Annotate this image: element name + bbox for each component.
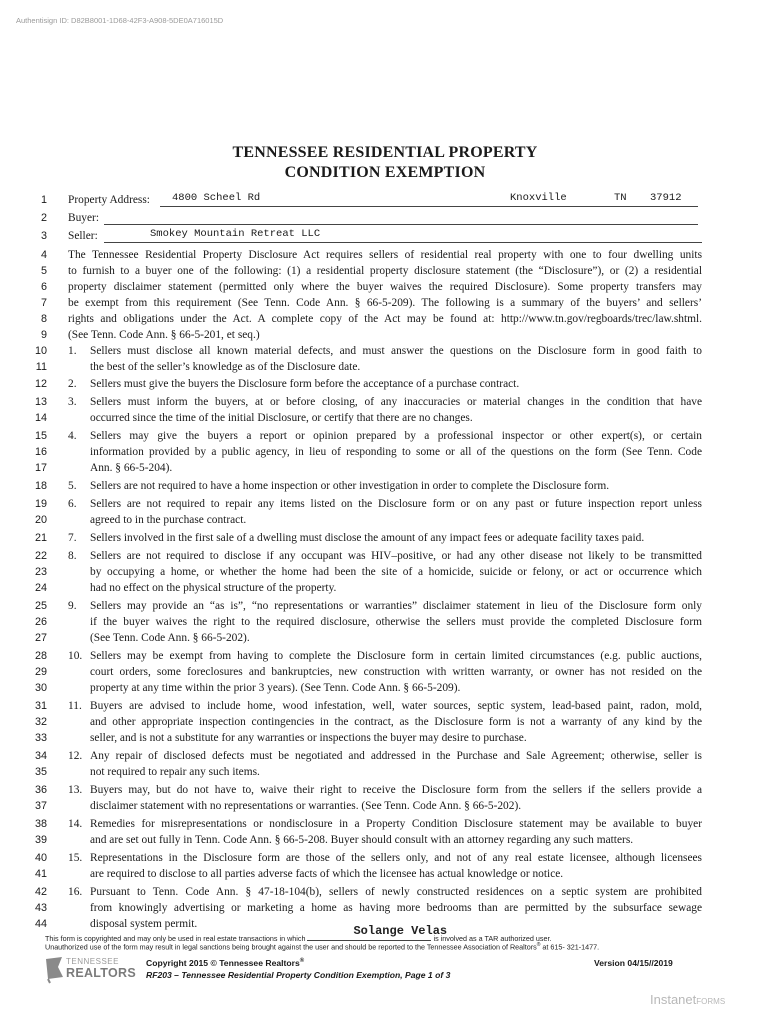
line-number: 25	[34, 600, 47, 612]
item-text-line: Buyers are advised to include home, wood infestation, well, water sources, septic system, lead-based paint, radon, mold,	[90, 700, 702, 712]
line-number: 27	[34, 632, 47, 644]
line-number: 1	[40, 194, 47, 206]
item-text-line: Sellers may be exempt from having to complete the Disclosure form in certain limited circumstances (e.g. public auctions,	[90, 650, 702, 662]
line-number: 20	[34, 514, 47, 526]
item-text-line: (See Tenn. Code Ann. § 66-5-202).	[90, 632, 250, 644]
document-line	[0, 279, 770, 295]
item-number: 9.	[68, 600, 77, 612]
property-zip: 37912	[650, 192, 682, 204]
item-text-line: Sellers involved in the first sale of a dwelling must disclose the amount of any impact fees or adequate facility taxes paid.	[90, 532, 645, 544]
document-line	[0, 680, 770, 696]
line-number: 38	[34, 818, 47, 830]
line-number: 5	[40, 265, 47, 277]
line-number: 32	[34, 716, 47, 728]
line-number: 13	[34, 396, 47, 408]
line-number: 39	[34, 834, 47, 846]
tennessee-realtors-logo	[44, 953, 134, 985]
document-line	[0, 444, 770, 460]
document-line	[0, 798, 770, 814]
document-line	[0, 376, 770, 392]
item-number: 2.	[68, 378, 77, 390]
item-number: 4.	[68, 430, 77, 442]
item-text-line: had no effect on the physical structure of the property.	[90, 582, 337, 594]
line-number: 16	[34, 446, 47, 458]
document-line	[0, 648, 770, 664]
document-line	[0, 730, 770, 746]
item-text-line: Sellers must inform the buyers, at or before closing, of any inaccuracies or material changes in the condition that have	[90, 396, 702, 408]
item-text-line: Sellers are not required to repair any items listed on the Disclosure form or on any past or future inspection report unless	[90, 498, 702, 510]
document-line	[0, 664, 770, 680]
intro-text-line: be exempt from this requirement (See Tenn. Code Ann. § 66-5-209). The following is a summary of the buyers’ and sellers’	[68, 297, 702, 309]
line-number: 37	[34, 800, 47, 812]
item-text-line: Sellers are not required to disclose if any occupant was HIV–positive, or had any other disease not likely to be transmitted	[90, 550, 702, 562]
buyer-field[interactable]	[104, 210, 698, 225]
realtors-flag-icon	[44, 955, 66, 985]
item-number: 16.	[68, 886, 83, 898]
item-number: 15.	[68, 852, 83, 864]
item-text-line: are required to disclose to all parties adverse facts of which the licensee has actual knowledge or notice.	[90, 868, 564, 880]
property-address-label: Property Address:	[68, 194, 150, 206]
line-number: 15	[34, 430, 47, 442]
document-line	[0, 343, 770, 359]
line-number: 42	[34, 886, 47, 898]
item-number: 3.	[68, 396, 77, 408]
item-number: 6.	[68, 498, 77, 510]
copyright-notice-pre: This form is copyrighted and may only be used in real estate transactions in which	[45, 934, 306, 943]
line-number: 28	[34, 650, 47, 662]
line-number: 43	[34, 902, 47, 914]
item-number: 7.	[68, 532, 77, 544]
document-line	[0, 478, 770, 494]
document-line	[0, 247, 770, 263]
copyright-notice-post: is involved as a TAR authorized user.	[433, 934, 552, 943]
item-text-line: occurred since the time of the initial Disclosure, or certify that there are no changes.	[90, 412, 473, 424]
seller-label: Seller:	[68, 230, 98, 242]
item-number: 5.	[68, 480, 77, 492]
document-line	[0, 900, 770, 916]
form-id-line: RF203 – Tennessee Residential Property Condition Exemption, Page 1 of 3	[146, 970, 451, 980]
document-line	[0, 816, 770, 832]
document-line	[0, 530, 770, 546]
document-line	[0, 394, 770, 410]
item-number: 1.	[68, 345, 77, 357]
intro-text-line: to furnish to a buyer one of the following: (1) a residential property disclosure statement (the “Disclosure”), or (2) a residential	[68, 265, 702, 277]
instanet-text: Instanet	[650, 992, 697, 1007]
document-line	[0, 850, 770, 866]
property-city: Knoxville	[510, 192, 567, 204]
logo-realtors-text: REALTORS	[66, 966, 136, 980]
line-number: 36	[34, 784, 47, 796]
property-address-field[interactable]	[160, 192, 698, 207]
intro-text-line: (See Tenn. Code Ann. § 66-5-201, et seq.)	[68, 329, 260, 341]
line-number: 14	[34, 412, 47, 424]
line-number: 11	[35, 361, 47, 373]
line-number: 40	[34, 852, 47, 864]
instanet-forms-text: FORMS	[696, 997, 726, 1006]
intro-text-line: rights and obligations under the Act. A complete copy of the Act may be found at: http://www.tn.gov/regboards/trec/law.shtml.	[68, 313, 702, 325]
document-line	[0, 496, 770, 512]
seller-value: Smokey Mountain Retreat LLC	[150, 228, 321, 240]
intro-text-line: The Tennessee Residential Property Disclosure Act requires sellers of residential real property with one to four dwelling units	[68, 249, 702, 261]
document-line	[0, 832, 770, 848]
line-number: 30	[34, 682, 47, 694]
item-text-line: Sellers must give the buyers the Disclosure form before the acceptance of a purchase contract.	[90, 378, 520, 390]
line-number: 23	[34, 566, 47, 578]
document-line	[0, 698, 770, 714]
line-number: 8	[40, 313, 47, 325]
document-line	[0, 884, 770, 900]
item-number: 13.	[68, 784, 83, 796]
item-text-line: disposal system permit.	[90, 918, 198, 930]
item-text-line: seller, and is not a substitute for any warranties or inspections the buyer may desire to purchase.	[90, 732, 527, 744]
item-text-line: Sellers must disclose all known material defects, and must answer the questions on the Disclosure form in good faith to	[90, 345, 702, 357]
copyright-text: Copyright 2015 © Tennessee Realtors	[146, 958, 300, 968]
item-text-line: and are set out fully in Tenn. Code Ann. § 66-5-208. Buyer should consult with an attorney regarding any such matters.	[90, 834, 634, 846]
item-text-line: property at any time within the prior 3 years). (See Tenn. Code Ann. § 66-5-209).	[90, 682, 461, 694]
item-text-line: Buyers may, but do not have to, waive their right to receive the Disclosure form from the sellers if the sellers provide a	[90, 784, 702, 796]
seller-field[interactable]	[104, 228, 702, 243]
document-line	[0, 210, 770, 226]
document-line	[0, 764, 770, 780]
item-text-line: Sellers are not required to have a home inspection or other investigation in order to complete the Disclosure form.	[90, 480, 610, 492]
document-line	[0, 748, 770, 764]
document-line	[0, 228, 770, 244]
copyright-line	[146, 958, 304, 968]
line-number: 44	[34, 918, 47, 930]
line-number: 33	[34, 732, 47, 744]
document-title-line1: TENNESSEE RESIDENTIAL PROPERTY	[232, 144, 538, 161]
line-number: 34	[34, 750, 47, 762]
item-text-line: by occupying a home, or whether the home had been the site of a homicide, suicide or felony, or act or occurrence which	[90, 566, 702, 578]
line-number: 2	[40, 212, 47, 224]
line-number: 29	[34, 666, 47, 678]
line-number: 4	[40, 249, 47, 261]
line-number: 12	[34, 378, 47, 390]
document-line	[0, 548, 770, 564]
licensee-name: Solange Velas	[353, 924, 448, 938]
document-line	[0, 866, 770, 882]
document-line	[0, 630, 770, 646]
document-line	[0, 192, 770, 208]
item-number: 12.	[68, 750, 83, 762]
document-line	[0, 327, 770, 343]
item-text-line: agreed to in the purchase contract.	[90, 514, 247, 526]
buyer-label: Buyer:	[68, 212, 100, 224]
line-number: 17	[34, 462, 47, 474]
copyright-reg-mark: ®	[299, 958, 305, 965]
document-title-line2: CONDITION EXEMPTION	[284, 164, 486, 181]
item-number: 14.	[68, 818, 83, 830]
item-number: 10.	[68, 650, 83, 662]
line-number: 26	[34, 616, 47, 628]
footer-unauthorized-notice	[45, 942, 599, 951]
document-line	[0, 564, 770, 580]
item-text-line: the best of the seller’s knowledge as of the Disclosure date.	[90, 361, 361, 373]
item-text-line: Sellers may provide an “as is”, “no representations or warranties” disclaimer statement in lieu of the Disclosure form only	[90, 600, 702, 612]
line-number: 7	[40, 297, 47, 309]
line-number: 18	[34, 480, 47, 492]
line-number: 10	[34, 345, 47, 357]
item-text-line: Any repair of disclosed defects must be negotiated and addressed in the Purchase and Sale Agreement; otherwise, seller is	[90, 750, 702, 762]
item-text-line: disclaimer statement with no representations or warranties. (See Tenn. Code Ann. § 66-5-202).	[90, 800, 522, 812]
document-line	[0, 714, 770, 730]
version-label: Version 04/15//2019	[594, 958, 673, 968]
line-number: 35	[34, 766, 47, 778]
unauthorized-notice-pre: Unauthorized use of the form may result in legal sanctions being brought against the user and should be reported to the Tennessee Association of Realtors	[45, 942, 537, 952]
item-text-line: Sellers may give the buyers a report or opinion prepared by a professional inspector or other expert(s), or certain	[90, 430, 702, 442]
item-text-line: Remedies for misrepresentations or nondisclosure in a Property Condition Disclosure statement may be available to buyer	[90, 818, 702, 830]
document-line	[0, 460, 770, 476]
document-line	[0, 410, 770, 426]
line-number: 6	[40, 281, 47, 293]
item-text-line: Ann. § 66-5-204).	[90, 462, 173, 474]
item-text-line: Representations in the Disclosure form are those of the sellers only, and not of any real estate licensee, although licensees	[90, 852, 702, 864]
item-number: 8.	[68, 550, 77, 562]
line-number: 22	[34, 550, 47, 562]
authentisign-id: Authentisign ID: D82B8001-1D68-42F3-A908-5DE0A716015D	[16, 16, 224, 25]
line-number: 9	[40, 329, 47, 341]
item-text-line: information provided by a public agency, in lieu of responding to some or all of the questions on the form (See Tenn. Code	[90, 446, 702, 458]
unauthorized-notice-post: at 615- 321-1477.	[540, 942, 600, 952]
document-line	[0, 295, 770, 311]
document-line	[0, 428, 770, 444]
unauthorized-reg-mark: ®	[536, 942, 541, 948]
item-number: 11.	[68, 700, 82, 712]
line-number: 3	[40, 230, 47, 242]
line-number: 41	[34, 868, 47, 880]
line-number: 21	[34, 532, 47, 544]
item-text-line: court orders, some foreclosures and bankruptcies, new construction with written warranty, or owner has not resided on the	[90, 666, 702, 678]
item-text-line: from knowingly advertising or marketing a home as having more bedrooms than are permitted by the subsurface sewage	[90, 902, 702, 914]
item-text-line: not required to repair any such items.	[90, 766, 260, 778]
property-state: TN	[614, 192, 627, 204]
item-text-line: Pursuant to Tenn. Code Ann. § 47-18-104(b), sellers of newly constructed residences on a septic system are prohibited	[90, 886, 702, 898]
instanet-forms-watermark	[650, 992, 725, 1007]
logo-tennessee-text: TENNESSEE	[66, 957, 119, 966]
document-line	[0, 580, 770, 596]
item-text-line: and other appropriate inspection contingencies in the contract, as the Disclosure form is not a warranty of any kind by the	[90, 716, 702, 728]
item-text-line: if the buyer waives the right to the required disclosure, otherwise the sellers must provide the completed Disclosure form	[90, 616, 702, 628]
property-street: 4800 Scheel Rd	[172, 192, 261, 204]
document-line	[0, 512, 770, 528]
document-line	[0, 614, 770, 630]
line-number: 24	[34, 582, 47, 594]
document-line	[0, 311, 770, 327]
document-line	[0, 359, 770, 375]
intro-text-line: property disclaimer statement (permitted only where the buyer waives the required Disclosure). Some property transfers may	[68, 281, 702, 293]
licensee-name-field[interactable]	[307, 924, 448, 941]
line-number: 31	[34, 700, 47, 712]
document-line	[0, 263, 770, 279]
document-line	[0, 598, 770, 614]
document-line	[0, 782, 770, 798]
line-number: 19	[34, 498, 47, 510]
